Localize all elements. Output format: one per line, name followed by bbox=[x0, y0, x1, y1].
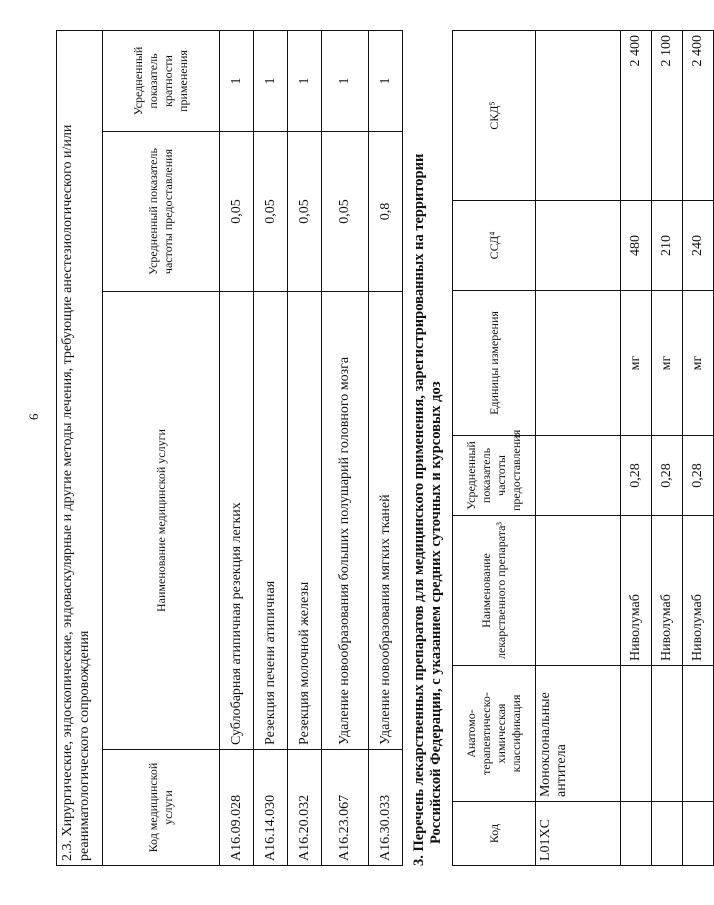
header-mult: Усредненный показатель кратности применения bbox=[103, 31, 220, 132]
section-3-title-line2: Российской Федерации, с указанием средних суточных и курсовых доз bbox=[428, 381, 444, 844]
cell-ssd: 240 bbox=[683, 201, 714, 291]
cell-code: A16.14.030 bbox=[254, 750, 288, 866]
services-table bbox=[56, 30, 403, 866]
header-freq: Усредненный показатель частоты предоставления bbox=[453, 436, 536, 516]
cell-drug: Ниволумаб bbox=[621, 516, 652, 666]
cell-name: Сублобарная атипичная резекция легких bbox=[220, 292, 254, 750]
table-row bbox=[652, 31, 683, 866]
cell-ssd: 480 bbox=[621, 201, 652, 291]
page-number: 6 bbox=[26, 413, 41, 420]
cell-freq: 0,05 bbox=[220, 132, 254, 292]
cell-code: A16.30.033 bbox=[369, 750, 403, 866]
cell-freq: 0,28 bbox=[652, 436, 683, 516]
cell-atc: Моноклональные антитела bbox=[536, 666, 621, 802]
cell-mult: 1 bbox=[369, 31, 403, 132]
cell-skd: 2 400 bbox=[683, 31, 714, 201]
cell-name: Удаление новообразования больших полушарий головного мозга bbox=[322, 292, 369, 750]
cell-code: A16.23.067 bbox=[322, 750, 369, 866]
table-row bbox=[322, 31, 369, 866]
cell-unit: мг bbox=[683, 291, 714, 436]
header-ssd: ССД⁴ bbox=[453, 201, 536, 291]
cell-code: A16.20.032 bbox=[288, 750, 322, 866]
cell-freq: 0,8 bbox=[369, 132, 403, 292]
header-skd: СКД⁵ bbox=[453, 31, 536, 201]
cell-unit: мг bbox=[621, 291, 652, 436]
section-3-heading bbox=[411, 31, 445, 866]
cell-mult: 1 bbox=[254, 31, 288, 132]
cell-unit: мг bbox=[652, 291, 683, 436]
table-row bbox=[621, 31, 652, 866]
cell-code: A16.09.028 bbox=[220, 750, 254, 866]
cell-skd: 2 400 bbox=[621, 31, 652, 201]
cell-mult: 1 bbox=[322, 31, 369, 132]
cell-freq: 0,28 bbox=[683, 436, 714, 516]
header-atc: Анатомо-терапевтическо-химическая классификация bbox=[453, 666, 536, 802]
table-row bbox=[288, 31, 322, 866]
cell-ssd: 210 bbox=[652, 201, 683, 291]
cell-code: L01XC bbox=[536, 802, 621, 866]
section-3-title-line1: 3. Перечень лекарственных препаратов для медицинского применения, зарегистрированных на территории bbox=[411, 153, 427, 866]
cell-name: Резекция печени атипичная bbox=[254, 292, 288, 750]
cell-name: Резекция молочной железы bbox=[288, 292, 322, 750]
section-2-3-row bbox=[57, 31, 103, 866]
cell-drug: Ниволумаб bbox=[652, 516, 683, 666]
cell-freq: 0,05 bbox=[288, 132, 322, 292]
table-row bbox=[220, 31, 254, 866]
cell-skd: 2 100 bbox=[652, 31, 683, 201]
rotated-content bbox=[56, 31, 705, 866]
header-freq: Усредненный показатель частоты предоставления bbox=[103, 132, 220, 292]
header-name: Наименование медицинской услуги bbox=[103, 292, 220, 750]
table-header bbox=[453, 31, 536, 866]
table-header bbox=[103, 31, 220, 866]
header-code: Код bbox=[453, 802, 536, 866]
cell-mult: 1 bbox=[288, 31, 322, 132]
cell-freq: 0,05 bbox=[254, 132, 288, 292]
drugs-table bbox=[452, 30, 714, 866]
cell-mult: 1 bbox=[220, 31, 254, 132]
class-row bbox=[536, 31, 621, 866]
cell-freq: 0,28 bbox=[621, 436, 652, 516]
header-code: Код медицинской услуги bbox=[103, 750, 220, 866]
header-drug: Наименование лекарственного препарата³ bbox=[453, 516, 536, 666]
cell-name: Удаление новообразования мягких тканей bbox=[369, 292, 403, 750]
table-row bbox=[369, 31, 403, 866]
header-unit: Единицы измерения bbox=[453, 291, 536, 436]
table-row bbox=[683, 31, 714, 866]
table-row bbox=[254, 31, 288, 866]
section-2-3-title: 2.3. Хирургические, эндоскопические, эндоваскулярные и другие методы лечения, требующие анестезиологического и/или реаниматологического сопровождения bbox=[57, 31, 103, 866]
cell-drug: Ниволумаб bbox=[683, 516, 714, 666]
cell-freq: 0,05 bbox=[322, 132, 369, 292]
